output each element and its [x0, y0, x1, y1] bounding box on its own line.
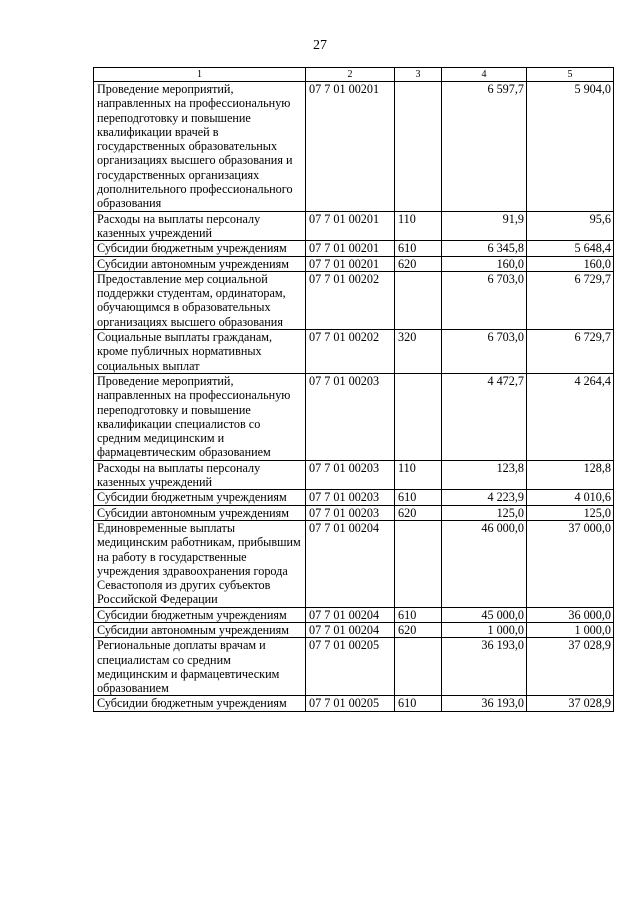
- column-header-2: 2: [306, 68, 395, 82]
- target-article-code-cell: 07 7 01 00203: [306, 373, 395, 460]
- target-article-code-cell: 07 7 01 00203: [306, 460, 395, 490]
- amount-year1-cell: 36 193,0: [442, 696, 527, 711]
- expense-name-cell: Единовременные выплаты медицинским работникам, прибывшим на работу в государственные учреждения здравоохранения города Севастополя из других субъектов Российской Федерации: [94, 520, 306, 607]
- expense-type-code-cell: [395, 520, 442, 607]
- amount-year1-cell: 36 193,0: [442, 638, 527, 696]
- amount-year1-cell: 46 000,0: [442, 520, 527, 607]
- amount-year2-cell: 4 264,4: [527, 373, 614, 460]
- expense-type-code-cell: 320: [395, 330, 442, 374]
- amount-year2-cell: 5 904,0: [527, 82, 614, 212]
- expense-name-cell: Социальные выплаты гражданам, кроме публичных нормативных социальных выплат: [94, 330, 306, 374]
- table-row: [94, 330, 614, 374]
- target-article-code-cell: 07 7 01 00203: [306, 490, 395, 505]
- table-row: [94, 256, 614, 271]
- column-header-4: 4: [442, 68, 527, 82]
- expense-name-cell: Субсидии бюджетным учреждениям: [94, 696, 306, 711]
- target-article-code-cell: 07 7 01 00204: [306, 607, 395, 622]
- target-article-code-cell: 07 7 01 00201: [306, 82, 395, 212]
- table-row: [94, 241, 614, 256]
- table-body: [94, 82, 614, 712]
- table-row: [94, 607, 614, 622]
- expense-name-cell: Проведение мероприятий, направленных на профессиональную переподготовку и повышение квалификации специалистов со средним медицинским и фармацевтическим образованием: [94, 373, 306, 460]
- column-header-1: 1: [94, 68, 306, 82]
- expense-type-code-cell: 610: [395, 241, 442, 256]
- amount-year2-cell: 160,0: [527, 256, 614, 271]
- amount-year1-cell: 1 000,0: [442, 622, 527, 637]
- amount-year1-cell: 4 223,9: [442, 490, 527, 505]
- amount-year2-cell: 5 648,4: [527, 241, 614, 256]
- table-row: [94, 696, 614, 711]
- expense-name-cell: Расходы на выплаты персоналу казенных учреждений: [94, 460, 306, 490]
- amount-year2-cell: 6 729,7: [527, 330, 614, 374]
- expense-name-cell: Предоставление мер социальной поддержки студентам, ординаторам, обучающимся в образовательных организациях высшего образования: [94, 271, 306, 329]
- amount-year2-cell: 4 010,6: [527, 490, 614, 505]
- table-row: [94, 622, 614, 637]
- expense-type-code-cell: 610: [395, 490, 442, 505]
- expense-name-cell: Субсидии бюджетным учреждениям: [94, 241, 306, 256]
- amount-year2-cell: 37 028,9: [527, 638, 614, 696]
- amount-year1-cell: 125,0: [442, 505, 527, 520]
- expense-type-code-cell: 620: [395, 622, 442, 637]
- expense-type-code-cell: 610: [395, 696, 442, 711]
- amount-year2-cell: 95,6: [527, 211, 614, 241]
- target-article-code-cell: 07 7 01 00204: [306, 622, 395, 637]
- amount-year2-cell: 37 028,9: [527, 696, 614, 711]
- column-header-5: 5: [527, 68, 614, 82]
- target-article-code-cell: 07 7 01 00202: [306, 271, 395, 329]
- amount-year2-cell: 125,0: [527, 505, 614, 520]
- table-row: [94, 460, 614, 490]
- expense-type-code-cell: [395, 82, 442, 212]
- target-article-code-cell: 07 7 01 00201: [306, 256, 395, 271]
- target-article-code-cell: 07 7 01 00205: [306, 696, 395, 711]
- expense-name-cell: Расходы на выплаты персоналу казенных учреждений: [94, 211, 306, 241]
- table-row: [94, 638, 614, 696]
- column-number-row: [94, 68, 614, 82]
- expense-name-cell: Проведение мероприятий, направленных на профессиональную переподготовку и повышение квалификации врачей в государственных образовательных организациях высшего образования и государственных организациях дополнительного профессионального образования: [94, 82, 306, 212]
- amount-year2-cell: 1 000,0: [527, 622, 614, 637]
- target-article-code-cell: 07 7 01 00201: [306, 211, 395, 241]
- expense-type-code-cell: 620: [395, 256, 442, 271]
- expense-name-cell: Субсидии автономным учреждениям: [94, 505, 306, 520]
- amount-year1-cell: 6 345,8: [442, 241, 527, 256]
- expense-type-code-cell: 620: [395, 505, 442, 520]
- table-row: [94, 490, 614, 505]
- amount-year2-cell: 128,8: [527, 460, 614, 490]
- amount-year1-cell: 91,9: [442, 211, 527, 241]
- expense-type-code-cell: [395, 271, 442, 329]
- expense-name-cell: Субсидии бюджетным учреждениям: [94, 607, 306, 622]
- amount-year2-cell: 6 729,7: [527, 271, 614, 329]
- table-row: [94, 82, 614, 212]
- amount-year1-cell: 45 000,0: [442, 607, 527, 622]
- amount-year1-cell: 160,0: [442, 256, 527, 271]
- expense-name-cell: Субсидии автономным учреждениям: [94, 622, 306, 637]
- amount-year2-cell: 37 000,0: [527, 520, 614, 607]
- column-header-3: 3: [395, 68, 442, 82]
- page-number: 27: [313, 38, 327, 53]
- table-row: [94, 271, 614, 329]
- expense-name-cell: Субсидии бюджетным учреждениям: [94, 490, 306, 505]
- expense-type-code-cell: 110: [395, 460, 442, 490]
- amount-year1-cell: 4 472,7: [442, 373, 527, 460]
- expense-name-cell: Региональные доплаты врачам и специалистам со средним медицинским и фармацевтическим образованием: [94, 638, 306, 696]
- table-row: [94, 505, 614, 520]
- target-article-code-cell: 07 7 01 00203: [306, 505, 395, 520]
- amount-year1-cell: 6 597,7: [442, 82, 527, 212]
- expense-name-cell: Субсидии автономным учреждениям: [94, 256, 306, 271]
- target-article-code-cell: 07 7 01 00205: [306, 638, 395, 696]
- amount-year2-cell: 36 000,0: [527, 607, 614, 622]
- table-row: [94, 211, 614, 241]
- budget-table: [93, 67, 614, 712]
- table-row: [94, 520, 614, 607]
- expense-type-code-cell: 110: [395, 211, 442, 241]
- target-article-code-cell: 07 7 01 00202: [306, 330, 395, 374]
- amount-year1-cell: 6 703,0: [442, 271, 527, 329]
- expense-type-code-cell: [395, 638, 442, 696]
- target-article-code-cell: 07 7 01 00201: [306, 241, 395, 256]
- amount-year1-cell: 123,8: [442, 460, 527, 490]
- amount-year1-cell: 6 703,0: [442, 330, 527, 374]
- expense-type-code-cell: 610: [395, 607, 442, 622]
- expense-type-code-cell: [395, 373, 442, 460]
- target-article-code-cell: 07 7 01 00204: [306, 520, 395, 607]
- table-row: [94, 373, 614, 460]
